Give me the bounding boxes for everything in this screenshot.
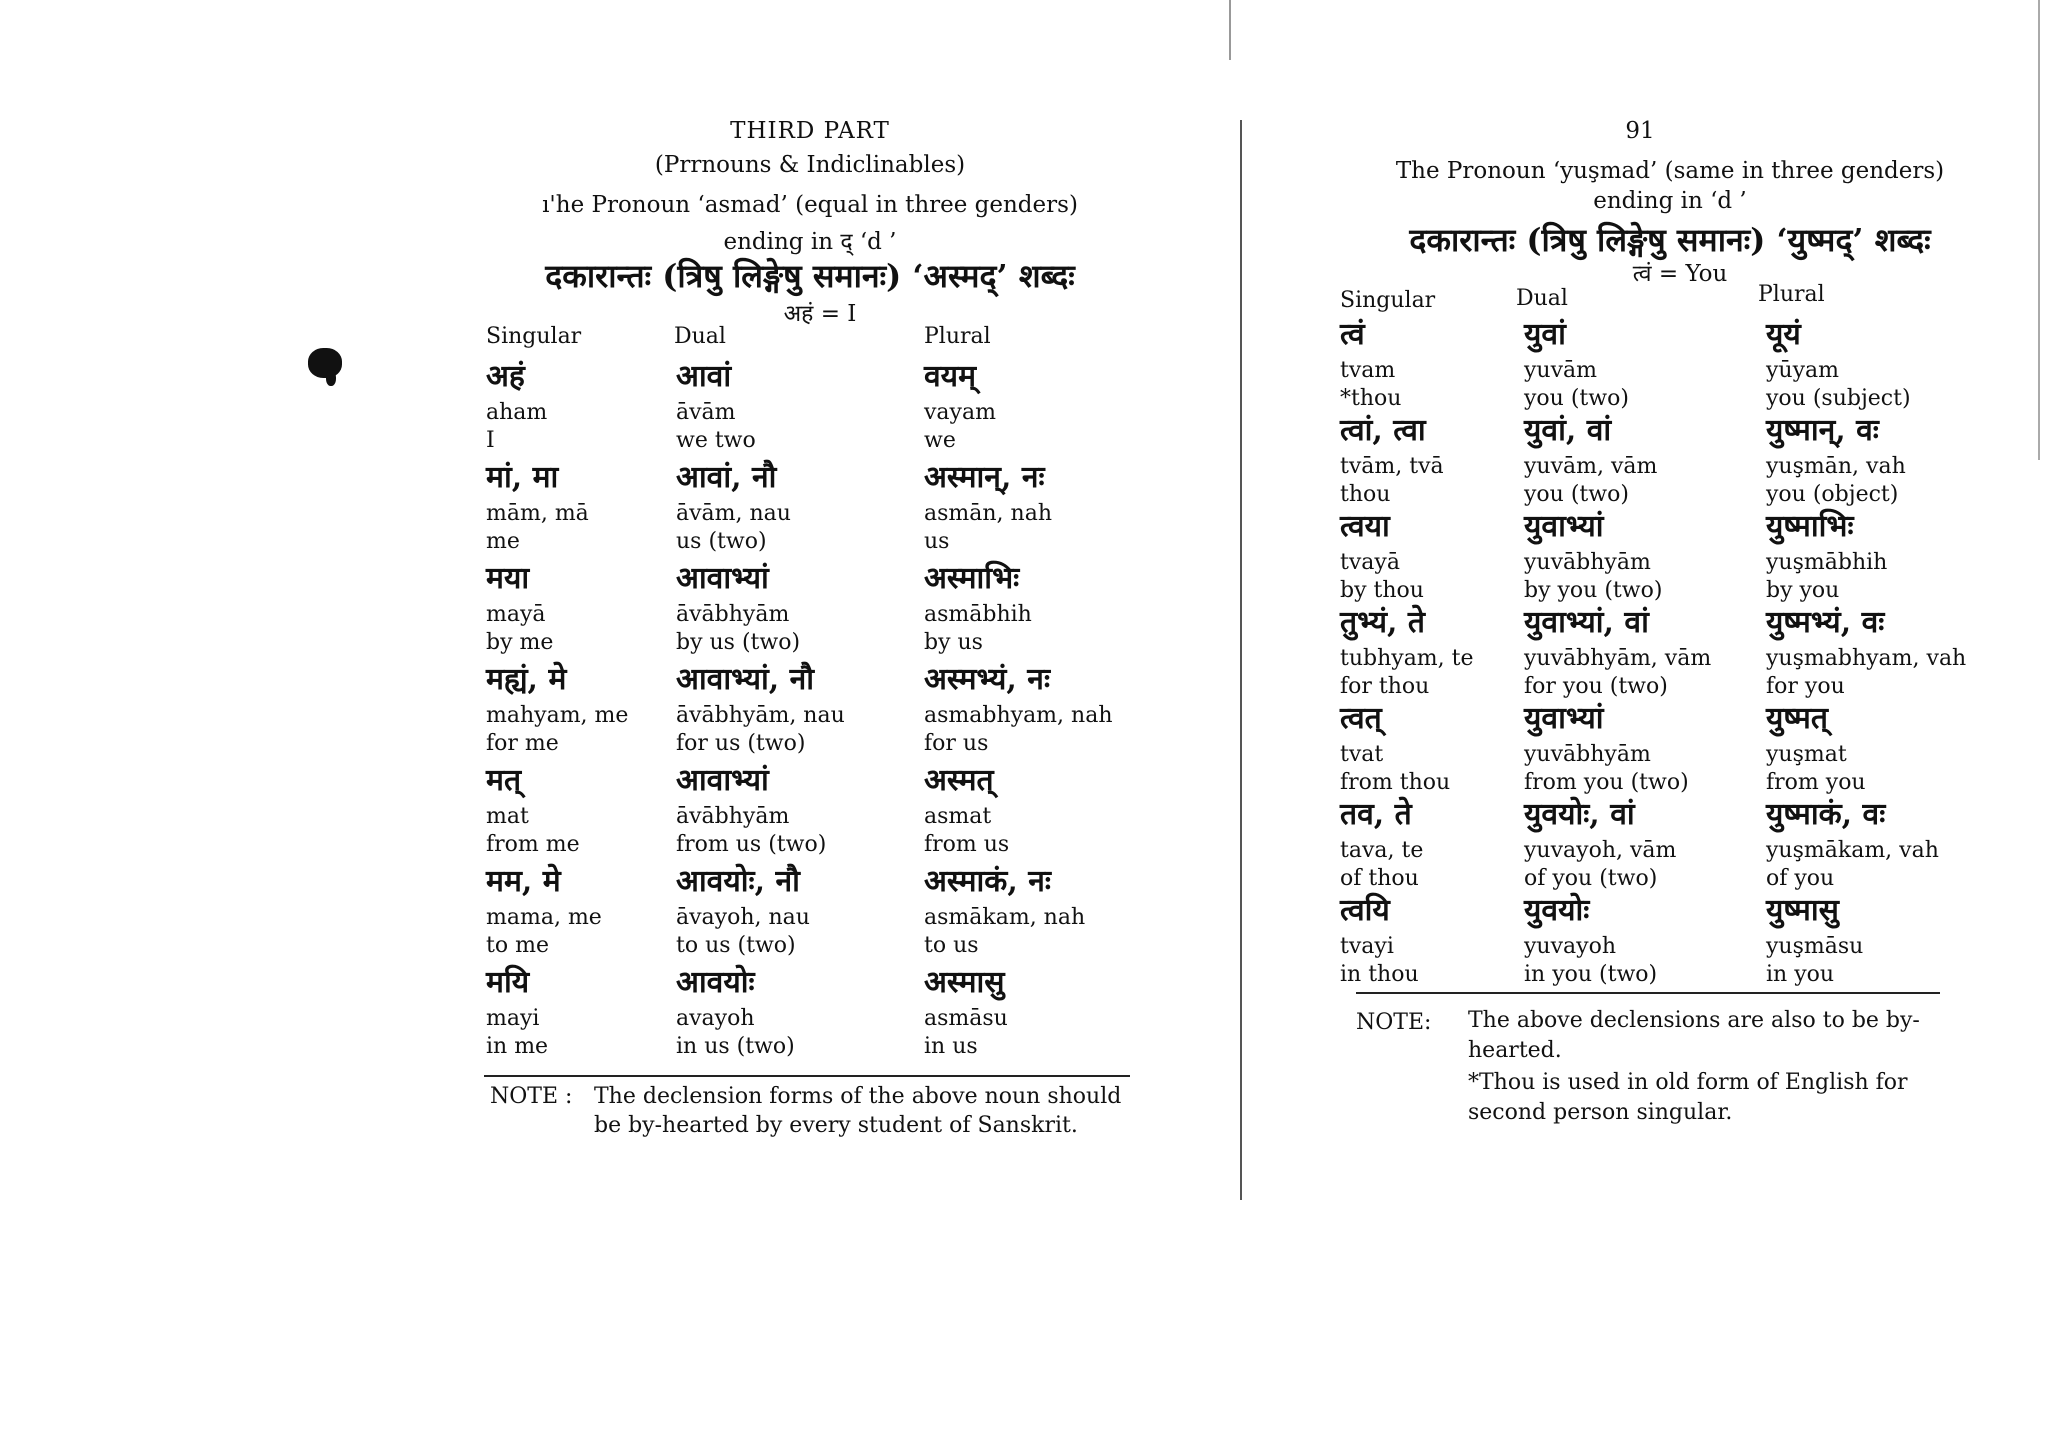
note-divider (484, 1075, 1130, 1077)
dual-transliteration: āvābhyām, nau (676, 703, 845, 728)
note-line: second person singular. (1468, 1100, 1733, 1125)
note-label: NOTE : (490, 1084, 573, 1109)
singular-devanagari: त्वत् (1340, 701, 1382, 736)
ending-heading: ending in द् ‘d ’ (723, 229, 897, 255)
plural-devanagari: युष्माभिः (1766, 509, 1854, 544)
plural-devanagari: वयम् (924, 359, 977, 394)
singular-devanagari: तव, ते (1340, 797, 1412, 832)
plural-transliteration: yūyam (1766, 358, 1840, 383)
plural-devanagari: यूयं (1766, 317, 1801, 352)
singular-transliteration: tvayā (1340, 550, 1400, 575)
plural-meaning: for us (924, 731, 989, 756)
gloss: अहं = I (783, 301, 857, 327)
singular-devanagari: मां, मा (486, 460, 559, 495)
dual-transliteration: yuvayoh (1524, 934, 1616, 959)
dual-meaning: by us (two) (676, 630, 801, 655)
singular-devanagari: मह्यं, मे (486, 662, 567, 697)
dual-devanagari: युवां, वां (1524, 413, 1612, 448)
plural-transliteration: asmān, nah (924, 501, 1052, 526)
singular-transliteration: tvayi (1340, 934, 1394, 959)
dual-transliteration: āvām (676, 400, 736, 425)
dual-transliteration: yuvābhyām (1524, 742, 1651, 767)
plural-transliteration: yuşmābhih (1766, 550, 1888, 575)
dual-devanagari: युवाभ्यां, वां (1524, 605, 1649, 640)
plural-devanagari: अस्माभिः (924, 561, 1020, 596)
singular-transliteration: mayā (486, 602, 546, 627)
dual-transliteration: yuvābhyām, vām (1524, 646, 1712, 671)
plural-devanagari: अस्मान्, नः (924, 460, 1045, 495)
note-label: NOTE: (1356, 1010, 1432, 1035)
singular-transliteration: mām, mā (486, 501, 589, 526)
singular-devanagari: त्वया (1340, 509, 1390, 544)
singular-meaning: by thou (1340, 578, 1424, 603)
singular-devanagari: त्वं (1340, 317, 1365, 352)
singular-transliteration: aham (486, 400, 548, 425)
plural-meaning: you (object) (1766, 482, 1899, 507)
plural-devanagari: युष्मासु (1766, 893, 1839, 928)
plural-meaning: from us (924, 832, 1010, 857)
right-page-edge (2038, 0, 2040, 460)
dual-devanagari: युवाभ्यां (1524, 701, 1604, 736)
dual-transliteration: yuvābhyām (1524, 550, 1651, 575)
dual-devanagari: आवाभ्यां, नौ (676, 662, 815, 697)
ink-blot (308, 348, 342, 378)
plural-meaning: we (924, 428, 956, 453)
dual-meaning: for us (two) (676, 731, 806, 756)
dual-transliteration: yuvām (1524, 358, 1598, 383)
singular-devanagari: मम, मे (486, 864, 561, 899)
singular-meaning: *thou (1340, 386, 1402, 411)
dual-devanagari: आवां (676, 359, 732, 394)
plural-meaning: of you (1766, 866, 1835, 891)
plural-transliteration: yuşmabhyam, vah (1766, 646, 1967, 671)
note-line: *Thou is used in old form of English for (1468, 1070, 1908, 1095)
plural-meaning: us (924, 529, 950, 554)
plural-meaning: by you (1766, 578, 1840, 603)
note-divider (1356, 992, 1940, 994)
singular-transliteration: mahyam, me (486, 703, 629, 728)
dual-transliteration: āvām, nau (676, 501, 791, 526)
dual-transliteration: āvābhyām (676, 602, 790, 627)
dual-meaning: to us (two) (676, 933, 796, 958)
singular-devanagari: मयि (486, 965, 530, 1000)
pronoun-heading: ı'he Pronoun ‘asmad’ (equal in three genders) (542, 192, 1078, 218)
singular-meaning: thou (1340, 482, 1391, 507)
singular-transliteration: tubhyam, te (1340, 646, 1474, 671)
dual-devanagari: युवयोः (1524, 893, 1590, 928)
singular-transliteration: tvām, tvā (1340, 454, 1444, 479)
dual-meaning: you (two) (1524, 386, 1629, 411)
dual-devanagari: युवाभ्यां (1524, 509, 1604, 544)
column-header-singular: Singular (1340, 288, 1436, 313)
dual-meaning: we two (676, 428, 756, 453)
dual-meaning: by you (two) (1524, 578, 1663, 603)
plural-meaning: from you (1766, 770, 1866, 795)
right-page (1240, 0, 2048, 1447)
singular-transliteration: tvam (1340, 358, 1396, 383)
column-header-dual: Dual (674, 324, 726, 349)
singular-transliteration: mat (486, 804, 529, 829)
singular-meaning: in me (486, 1034, 549, 1059)
ending-heading: ending in ‘d ’ (1593, 188, 1747, 214)
gloss: त्वं = You (1632, 261, 1728, 287)
singular-devanagari: त्वयि (1340, 893, 1390, 928)
singular-meaning: for thou (1340, 674, 1430, 699)
dual-meaning: us (two) (676, 529, 767, 554)
dual-meaning: from you (two) (1524, 770, 1689, 795)
page-number: 91 (1625, 118, 1655, 144)
dual-devanagari: आवां, नौ (676, 460, 777, 495)
plural-meaning: to us (924, 933, 979, 958)
plural-meaning: by us (924, 630, 983, 655)
column-header-plural: Plural (924, 324, 991, 349)
singular-meaning: from me (486, 832, 580, 857)
plural-meaning: for you (1766, 674, 1845, 699)
devanagari-heading: दकारान्तः (त्रिषु लिङ्गेषु समानः) ‘युष्मद्’ शब्दः (1409, 221, 1931, 259)
singular-meaning: to me (486, 933, 549, 958)
column-header-dual: Dual (1516, 286, 1568, 311)
plural-devanagari: अस्मभ्यं, नः (924, 662, 1051, 697)
dual-transliteration: avayoh (676, 1006, 755, 1031)
page-subtitle: (Prrnouns & Indiclinables) (654, 152, 966, 178)
dual-devanagari: आवयोः, नौ (676, 864, 800, 899)
dual-devanagari: युवयोः, वां (1524, 797, 1635, 832)
dual-transliteration: yuvām, vām (1524, 454, 1658, 479)
dual-meaning: in you (two) (1524, 962, 1658, 987)
dual-meaning: of you (two) (1524, 866, 1658, 891)
singular-transliteration: mayi (486, 1006, 540, 1031)
column-header-singular: Singular (486, 324, 582, 349)
singular-devanagari: तुभ्यं, ते (1340, 605, 1425, 640)
plural-devanagari: युष्मभ्यं, वः (1766, 605, 1885, 640)
dual-devanagari: आवाभ्यां (676, 561, 769, 596)
singular-meaning: from thou (1340, 770, 1451, 795)
singular-meaning: me (486, 529, 520, 554)
plural-meaning: in you (1766, 962, 1835, 987)
singular-devanagari: मत् (486, 763, 522, 798)
singular-meaning: in thou (1340, 962, 1419, 987)
note-line: The above declensions are also to be by- (1468, 1008, 1920, 1033)
note-line: The declension forms of the above noun should (594, 1084, 1122, 1109)
plural-transliteration: vayam (924, 400, 996, 425)
singular-devanagari: मया (486, 561, 530, 596)
plural-devanagari: अस्माकं, नः (924, 864, 1051, 899)
dual-meaning: from us (two) (676, 832, 827, 857)
plural-transliteration: asmat (924, 804, 992, 829)
note-line: be by-hearted by every student of Sanskrit. (594, 1113, 1078, 1138)
plural-devanagari: अस्मत् (924, 763, 994, 798)
dual-meaning: in us (two) (676, 1034, 795, 1059)
singular-transliteration: mama, me (486, 905, 602, 930)
column-header-plural: Plural (1758, 282, 1825, 307)
dual-meaning: for you (two) (1524, 674, 1668, 699)
singular-transliteration: tvat (1340, 742, 1384, 767)
plural-devanagari: युष्माकं, वः (1766, 797, 1886, 832)
singular-meaning: I (486, 428, 495, 453)
note-line: hearted. (1468, 1038, 1562, 1063)
plural-transliteration: asmākam, nah (924, 905, 1086, 930)
plural-meaning: in us (924, 1034, 978, 1059)
page-title: THIRD PART (730, 118, 890, 144)
singular-transliteration: tava, te (1340, 838, 1424, 863)
singular-devanagari: त्वां, त्वा (1340, 413, 1426, 448)
singular-devanagari: अहं (486, 359, 525, 394)
plural-transliteration: yuşmākam, vah (1766, 838, 1939, 863)
dual-devanagari: आवाभ्यां (676, 763, 769, 798)
plural-transliteration: asmāsu (924, 1006, 1008, 1031)
singular-meaning: of thou (1340, 866, 1419, 891)
singular-meaning: by me (486, 630, 554, 655)
dual-devanagari: युवां (1524, 317, 1566, 352)
plural-devanagari: अस्मासु (924, 965, 1005, 1000)
ink-blot-tail (326, 370, 336, 386)
book-gutter-top (1229, 0, 1231, 60)
plural-transliteration: asmābhih (924, 602, 1032, 627)
plural-transliteration: yuşmān, vah (1766, 454, 1906, 479)
plural-transliteration: asmabhyam, nah (924, 703, 1113, 728)
plural-devanagari: युष्मत् (1766, 701, 1828, 736)
dual-transliteration: yuvayoh, vām (1524, 838, 1677, 863)
dual-devanagari: आवयोः (676, 965, 755, 1000)
pronoun-heading: The Pronoun ‘yuşmad’ (same in three genders) (1395, 158, 1945, 184)
devanagari-heading: दकारान्तः (त्रिषु लिङ्गेषु समानः) ‘अस्मद्’ शब्दः (545, 257, 1075, 295)
dual-transliteration: āvayoh, nau (676, 905, 810, 930)
plural-devanagari: युष्मान्, वः (1766, 413, 1879, 448)
plural-meaning: you (subject) (1766, 386, 1911, 411)
plural-transliteration: yuşmat (1766, 742, 1847, 767)
plural-transliteration: yuşmāsu (1766, 934, 1864, 959)
singular-meaning: for me (486, 731, 559, 756)
dual-meaning: you (two) (1524, 482, 1629, 507)
dual-transliteration: āvābhyām (676, 804, 790, 829)
